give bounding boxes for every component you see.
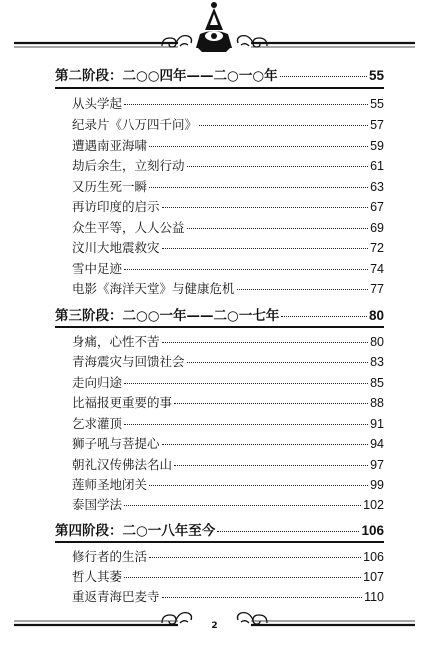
header-rule-right	[251, 43, 415, 47]
stupa-finial-icon	[196, 2, 232, 52]
toc-entry[interactable]	[72, 393, 384, 411]
toc-entry[interactable]	[72, 115, 384, 133]
entry-title: 再访印度的启示	[72, 199, 160, 214]
toc-entry[interactable]	[72, 455, 384, 473]
entry-title: 狮子吼与菩提心	[72, 436, 160, 451]
section-page-number: 106	[361, 523, 384, 538]
dot-leader	[149, 146, 368, 147]
entry-page-number: 110	[364, 590, 384, 604]
section-divider	[55, 87, 384, 89]
entry-page-number: 102	[363, 498, 384, 512]
dot-leader	[124, 269, 368, 270]
dot-leader	[149, 557, 361, 558]
entry-title: 青海震灾与回馈社会	[72, 354, 185, 369]
entry-title: 哲人其萎	[72, 569, 123, 584]
toc-entry[interactable]	[72, 475, 384, 493]
entry-page-number: 55	[370, 97, 384, 111]
entry-page-number: 63	[370, 180, 384, 194]
dot-leader	[162, 207, 369, 208]
toc-section-heading[interactable]	[55, 64, 384, 84]
dot-leader	[237, 289, 369, 290]
toc-section-heading[interactable]	[55, 304, 384, 324]
dot-leader	[162, 342, 369, 343]
toc-entry[interactable]	[72, 238, 384, 256]
toc-entry[interactable]	[72, 373, 384, 391]
entry-title: 重返青海巴麦寺	[72, 589, 160, 604]
entry-page-number: 91	[370, 417, 384, 431]
entry-title: 莲师圣地闭关	[72, 477, 148, 492]
dot-leader	[199, 125, 368, 126]
toc-entry[interactable]	[72, 495, 384, 513]
entry-page-number: 74	[370, 262, 384, 276]
entry-title: 朝礼汉传佛法名山	[72, 457, 173, 472]
entry-title: 众生平等，人人公益	[72, 220, 185, 235]
entry-title: 乞求灌顶	[72, 416, 123, 431]
entry-page-number: 106	[363, 550, 384, 564]
entry-page-number: 61	[370, 159, 384, 173]
dot-leader	[124, 104, 368, 105]
dot-leader	[149, 187, 368, 188]
entry-title: 劫后余生，立刻行动	[72, 158, 185, 173]
dot-leader	[124, 383, 368, 384]
dot-leader	[174, 465, 368, 466]
dot-leader	[124, 424, 368, 425]
toc-entry[interactable]	[72, 587, 384, 605]
entry-title: 汶川大地震救灾	[72, 240, 160, 255]
entry-page-number: 94	[370, 437, 384, 451]
toc-entry[interactable]	[72, 279, 384, 297]
entry-page-number: 57	[370, 118, 384, 132]
entry-page-number: 59	[370, 139, 384, 153]
toc-entry[interactable]	[72, 434, 384, 452]
entry-title: 走向归途	[72, 375, 123, 390]
entry-title: 又历生死一瞬	[72, 179, 148, 194]
dot-leader	[162, 248, 369, 249]
page-number: 2	[211, 621, 218, 631]
toc-entry[interactable]	[72, 156, 384, 174]
dot-leader	[280, 76, 367, 77]
entry-page-number: 97	[370, 458, 384, 472]
dot-leader	[281, 316, 367, 317]
header-ornament	[0, 0, 429, 60]
entry-title: 电影《海洋天堂》与健康危机	[72, 281, 235, 296]
entry-page-number: 99	[370, 478, 384, 492]
entry-title: 比福报更重要的事	[72, 395, 173, 410]
section-page-number: 55	[368, 68, 384, 83]
dot-leader	[149, 485, 368, 486]
header-rule-left	[14, 43, 178, 47]
toc-entry[interactable]	[72, 567, 384, 585]
entry-page-number: 77	[370, 282, 384, 296]
toc-entry[interactable]	[72, 332, 384, 350]
dot-leader	[174, 403, 368, 404]
section-title: 第四阶段：二○一八年至今	[55, 523, 216, 539]
toc-entry[interactable]	[72, 259, 384, 277]
entry-page-number: 80	[370, 335, 384, 349]
entry-title: 从头学起	[72, 96, 123, 111]
toc-entry[interactable]	[72, 352, 384, 370]
toc-entry[interactable]	[72, 414, 384, 432]
cloud-scroll-left-icon	[162, 36, 192, 47]
dot-leader	[162, 597, 363, 598]
entry-page-number: 67	[370, 200, 384, 214]
entry-title: 雪中足迹	[72, 261, 123, 276]
toc-entry[interactable]	[72, 94, 384, 112]
entry-page-number: 69	[370, 221, 384, 235]
toc-entry[interactable]	[72, 218, 384, 236]
section-title: 第三阶段：二○○一年——二○一七年	[55, 308, 280, 324]
entry-title: 修行者的生活	[72, 549, 148, 564]
cloud-scroll-right-icon	[237, 36, 267, 47]
toc-entry[interactable]	[72, 197, 384, 215]
dot-leader	[124, 505, 361, 506]
entry-page-number: 107	[363, 570, 384, 584]
dot-leader	[124, 577, 361, 578]
entry-page-number: 72	[370, 241, 384, 255]
entry-page-number: 83	[370, 355, 384, 369]
entry-page-number: 88	[370, 396, 384, 410]
entry-title: 泰国学法	[72, 497, 123, 512]
dot-leader	[187, 166, 369, 167]
toc-entry[interactable]	[72, 136, 384, 154]
entry-page-number: 85	[370, 376, 384, 390]
section-page-number: 80	[368, 308, 384, 323]
section-divider	[55, 541, 384, 543]
toc-section-heading[interactable]	[55, 519, 384, 539]
dot-leader	[187, 228, 369, 229]
entry-title: 身痛，心性不苦	[72, 334, 160, 349]
toc-entry[interactable]	[72, 177, 384, 195]
dot-leader	[187, 362, 369, 363]
entry-title: 纪录片《八万四千问》	[72, 117, 198, 132]
dot-leader	[217, 531, 359, 532]
section-title: 第二阶段：二○○四年——二○一○年	[55, 68, 278, 84]
toc-entry[interactable]	[72, 547, 384, 565]
entry-title: 遭遇南亚海啸	[72, 138, 148, 153]
section-divider	[55, 326, 384, 328]
dot-leader	[162, 444, 369, 445]
